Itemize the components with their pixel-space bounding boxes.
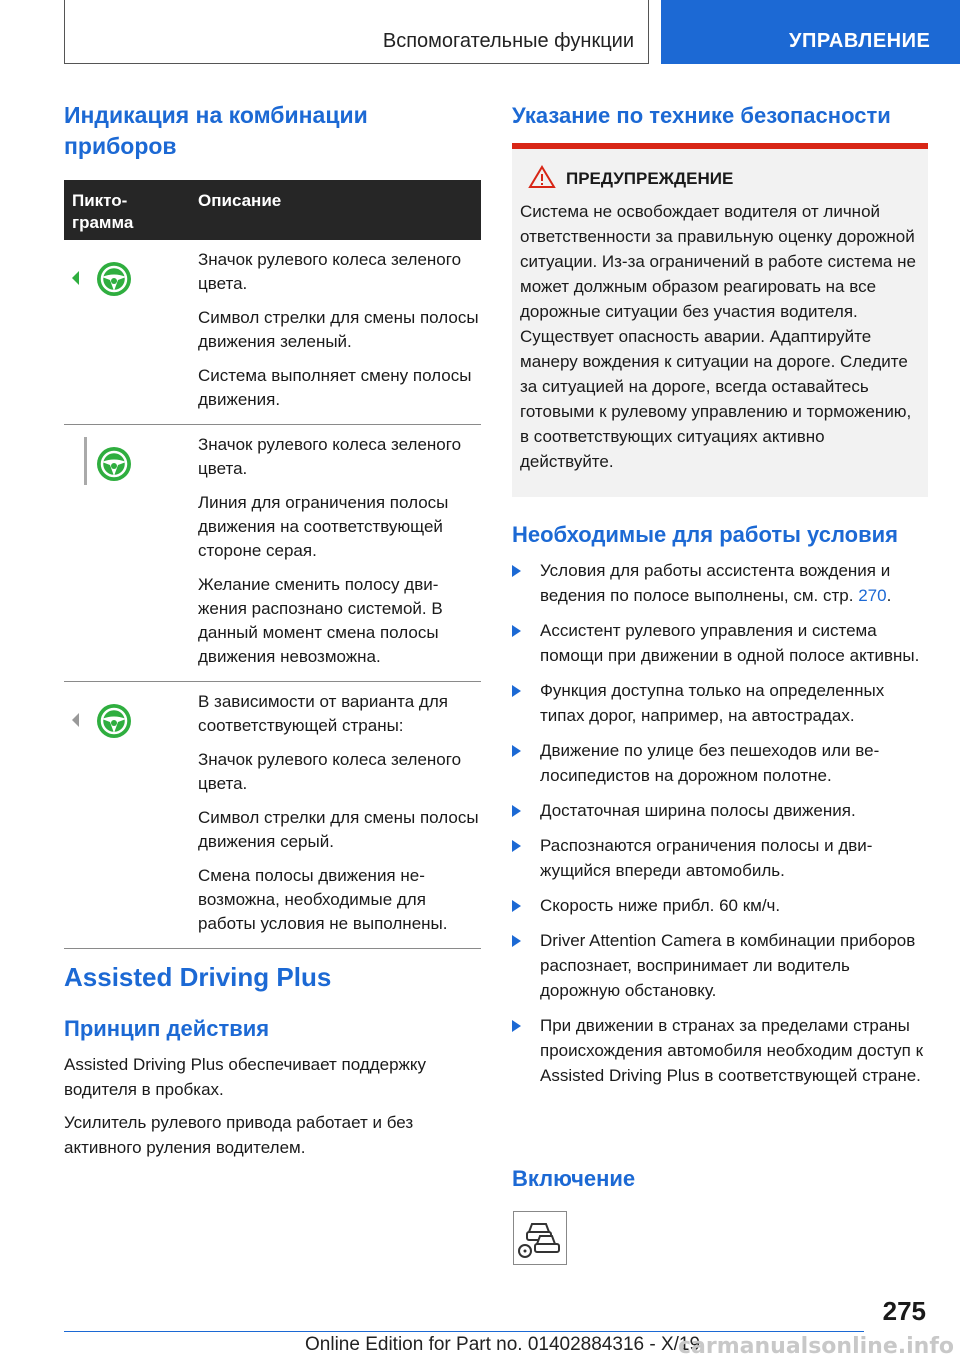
footer-divider xyxy=(64,1331,864,1332)
assisted-driving-button-icon xyxy=(513,1211,567,1265)
chapter-title: Вспомогательные функции xyxy=(382,30,634,52)
header-description: Описание xyxy=(190,180,481,240)
bullet-triangle-icon xyxy=(512,805,521,817)
bullet-triangle-icon xyxy=(512,935,521,947)
list-item-text: Распознаются ограничения полосы и движущийся впереди автомобиль. xyxy=(540,836,873,880)
description-text: В зависимости от варианта для соответствующей страны: xyxy=(198,692,448,735)
description-cell xyxy=(190,682,481,949)
bullet-triangle-icon xyxy=(512,685,521,697)
warning-label: ПРЕДУПРЕЖДЕНИЕ xyxy=(566,169,734,188)
list-item xyxy=(512,798,932,823)
indication-heading: Индикация на комбинации приборов xyxy=(64,102,368,159)
description-cell xyxy=(190,425,481,682)
conditions-heading: Необходимые для работы условия xyxy=(512,522,898,547)
bullet-triangle-icon xyxy=(512,745,521,757)
bullet-triangle-icon xyxy=(512,1020,521,1032)
table-header-row xyxy=(64,180,481,240)
list-item-text: Достаточная ширина полосы движения. xyxy=(540,801,856,820)
safety-heading: Указание по технике безопасности xyxy=(512,103,891,128)
warning-title xyxy=(520,167,920,199)
section-title: УПРАВЛЕНИЕ xyxy=(789,30,931,52)
steering-wheel-green-arrow-icon xyxy=(72,254,152,304)
watermark: carmanualsonline.info xyxy=(678,1334,954,1359)
indication-table xyxy=(64,180,481,949)
list-item-text: Driver Attention Camera в комбинации приборов распознает, воспринимает ли водитель дорожную обстановку. xyxy=(540,931,916,1000)
list-item xyxy=(512,678,932,728)
list-item-text: Ассистент рулевого управления и система помощи при движении в одной полосе активны. xyxy=(540,621,920,665)
description-text: Желание сменить полосу движения распознано системой. В данный момент смена полосы движения невозможна. xyxy=(198,575,443,666)
edition-text: Online Edition for Part no. 01402884316 - X/19 xyxy=(305,1334,701,1355)
steering-wheel-green-line-icon xyxy=(72,439,152,489)
pictogram-cell xyxy=(64,240,190,425)
list-item xyxy=(512,558,932,608)
bullet-triangle-icon xyxy=(512,840,521,852)
right-column xyxy=(512,100,928,131)
description-text: Символ стрелки для смены полосы движения зеленый. xyxy=(198,308,479,351)
list-item xyxy=(512,833,932,883)
chapter-tab xyxy=(64,0,649,64)
list-item xyxy=(512,893,932,918)
pictogram-cell xyxy=(64,682,190,949)
list-item xyxy=(512,618,932,668)
list-item xyxy=(512,928,932,1003)
page-number: 275 xyxy=(882,1296,926,1326)
list-item-text: Условия для работы ассистента вождения и ведения по полосе выполнены, см. стр. xyxy=(540,561,891,605)
description-text: Значок рулевого колеса зеленого цвета. xyxy=(198,750,462,793)
table-row xyxy=(64,240,481,425)
description-cell xyxy=(190,240,481,425)
steering-wheel-grey-arrow-icon xyxy=(72,696,152,746)
bullet-triangle-icon xyxy=(512,900,521,912)
header-pictogram: Пикто- грамма xyxy=(64,180,190,240)
list-item-text: Скорость ниже прибл. 60 км/ч. xyxy=(540,896,781,915)
description-text: Символ стрелки для смены полосы движения серый. xyxy=(198,808,479,851)
conditions-list xyxy=(512,558,932,1098)
activation-heading: Включение xyxy=(512,1166,636,1191)
list-item-suffix: . xyxy=(886,586,892,605)
warning-box xyxy=(512,143,928,497)
principle-heading: Принцип действия xyxy=(64,1016,270,1041)
list-item-text: Функция доступна только на определенных типах дорог, например, на автострадах. xyxy=(540,681,885,725)
left-column xyxy=(64,100,481,949)
assisted-driving-heading: Assisted Driving Plus xyxy=(64,962,332,992)
warning-text: Система не освобождает водителя от личной ответственности за правильную оценку дорожной ситуации. Из-за ограничений в работе система не может должным образом реагировать на все дорожные ситуации без участия водителя. Существует опасность аварии. Адаптируйте манеру вождения к ситуации на дороге. Следите за ситуацией на дороге, всегда оставайтесь готовыми к рулевому управлению и торможению, в соответствующих ситуациях активно действуйте. xyxy=(520,202,916,471)
description-text: Смена полосы движения невозможна, необходимые для работы условия не выполнены. xyxy=(198,866,448,933)
bullet-triangle-icon xyxy=(512,565,521,577)
list-item xyxy=(512,738,932,788)
principle-text-1: Assisted Driving Plus обеспечивает поддержку водителя в пробках. xyxy=(64,1055,427,1099)
description-text: Значок рулевого колеса зеленого цвета. xyxy=(198,250,462,293)
list-item-text: При движении в странах за пределами страны происхождения автомобиля необходим доступ к Assisted Driving Plus в соответствующей стране. xyxy=(540,1016,924,1085)
warning-triangle-icon xyxy=(528,165,556,189)
principle-text-2: Усилитель рулевого привода работает и без активного руления водителем. xyxy=(64,1113,414,1157)
table-row xyxy=(64,425,481,682)
bullet-triangle-icon xyxy=(512,625,521,637)
list-item-text: Движение по улице без пешеходов или велосипедистов на дорожном полотне. xyxy=(540,741,880,785)
page-link[interactable]: 270 xyxy=(858,586,887,605)
section-tab xyxy=(661,0,960,64)
table-row xyxy=(64,682,481,949)
description-text: Система выполняет смену полосы движения. xyxy=(198,366,472,409)
pictogram-cell xyxy=(64,425,190,682)
description-text: Линия для ограничения полосы движения на соответствующей стороне серая. xyxy=(198,493,449,560)
description-text: Значок рулевого колеса зеленого цвета. xyxy=(198,435,462,478)
list-item xyxy=(512,1013,932,1088)
